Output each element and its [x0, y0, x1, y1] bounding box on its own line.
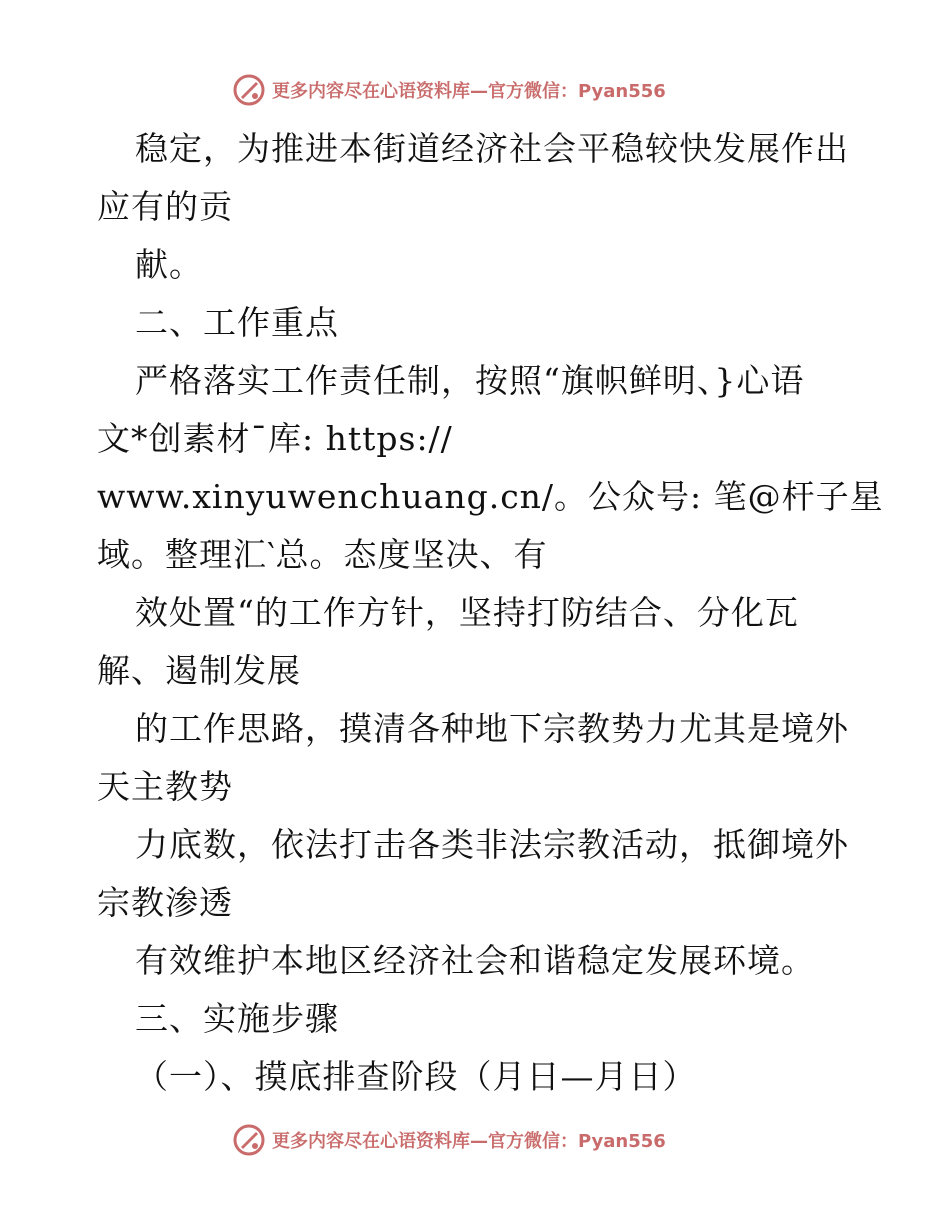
brush-seal-icon [232, 1123, 266, 1157]
text-line: 文*创素材¯库: https:// [97, 419, 453, 458]
watermark-text: 更多内容尽在心语资料库—官方微信：Pyan556 [272, 81, 666, 102]
section-heading: 三、实施步骤 [135, 999, 339, 1038]
text-line: 力底数，依法打击各类非法宗教活动，抵御境外 [135, 825, 849, 864]
text-line: 严格落实工作责任制，按照“旗帜鲜明、}心语 [135, 361, 805, 400]
text-line: 效处置“的工作方针，坚持打防结合、分化瓦 [135, 593, 799, 632]
text-line: 宗教渗透 [97, 883, 233, 922]
watermark-text: 更多内容尽在心语资料库—官方微信：Pyan556 [272, 1131, 666, 1152]
text-line: 的工作思路，摸清各种地下宗教势力尤其是境外 [135, 709, 849, 748]
header-watermark [232, 72, 666, 108]
text-line: 稳定，为推进本街道经济社会平稳较快发展作出 [135, 129, 849, 168]
text-line: 天主教势 [97, 767, 233, 806]
brush-seal-icon [232, 73, 266, 107]
text-line: 有效维护本地区经济社会和谐稳定发展环境。 [135, 941, 815, 980]
section-heading: 二、工作重点 [135, 303, 339, 342]
text-line: 献。 [135, 245, 203, 284]
text-line: www.xinyuwenchuang.cn/。公众号: 笔@杆子星 [97, 477, 884, 516]
subsection-heading: （一）、摸底排查阶段（月日—月日） [135, 1057, 697, 1096]
footer-watermark [232, 1122, 666, 1158]
text-line: 域。整理汇‵总。态度坚决、有 [97, 535, 548, 574]
text-line: 解、遏制发展 [97, 651, 301, 690]
text-line: 应有的贡 [97, 187, 233, 226]
